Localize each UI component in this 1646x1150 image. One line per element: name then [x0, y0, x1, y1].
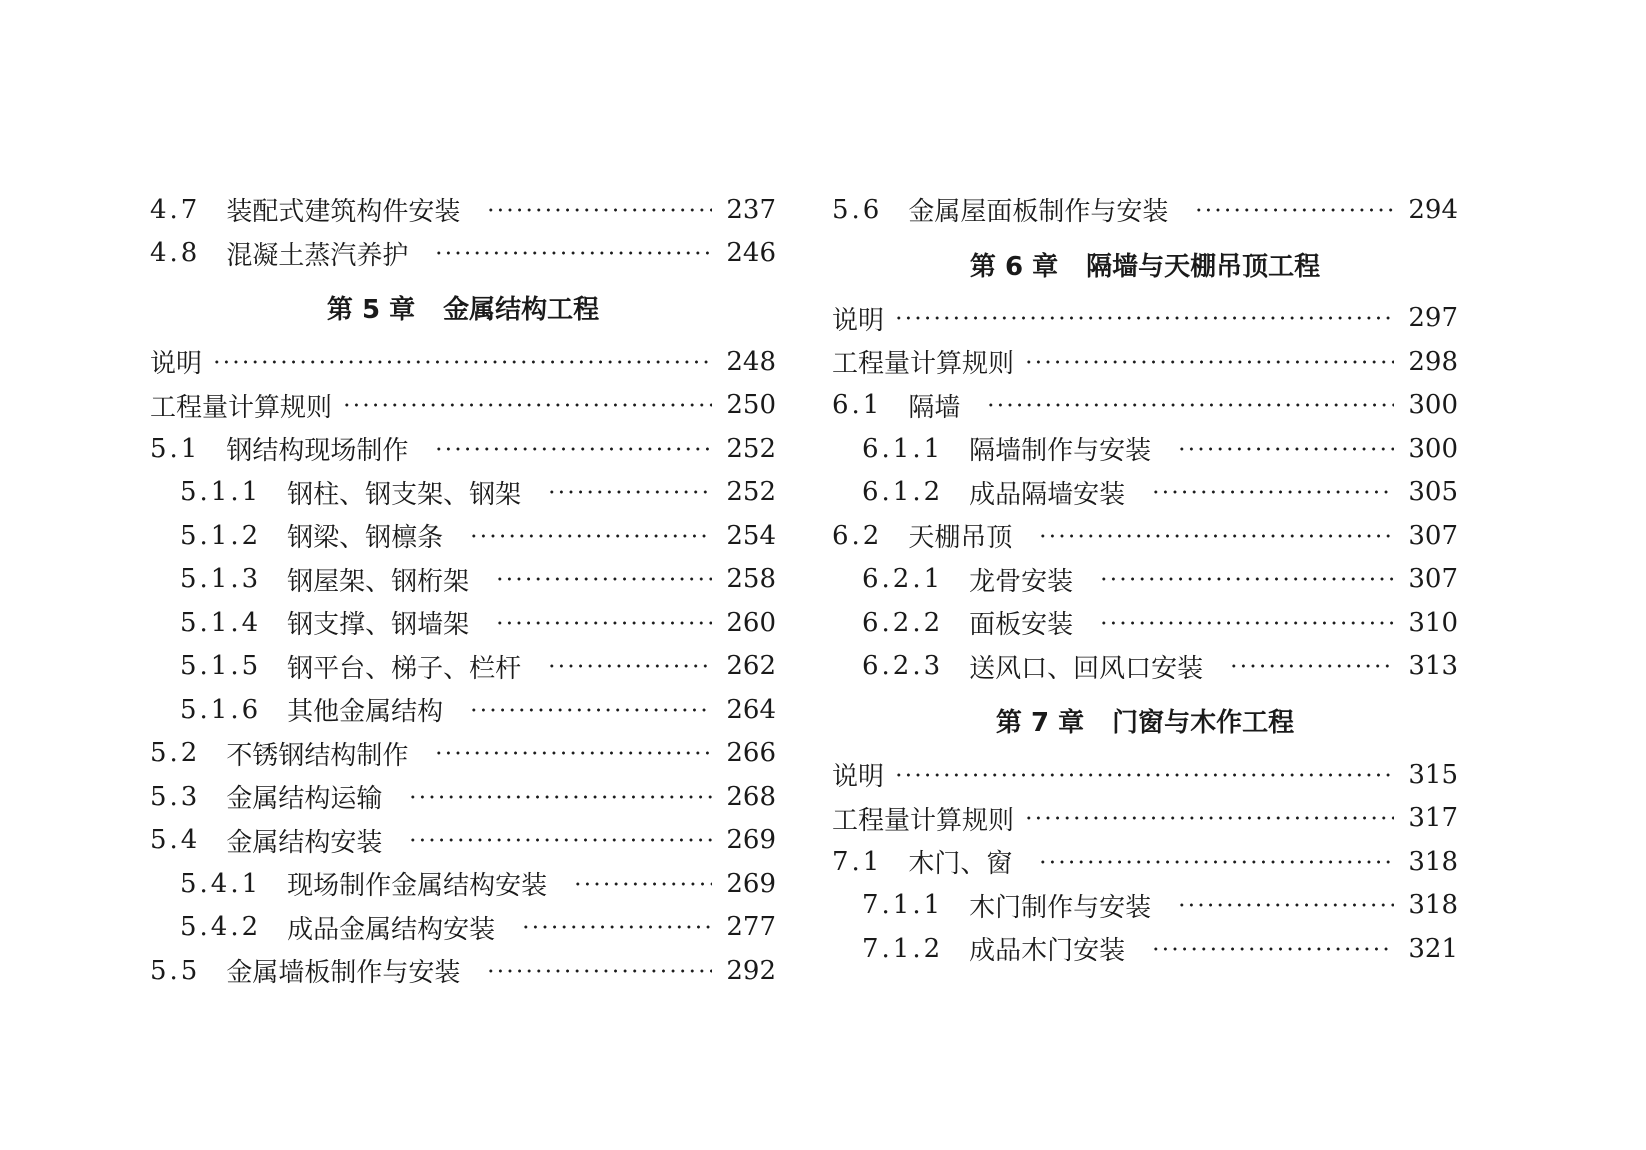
entry-title: 钢梁、钢檩条 — [287, 523, 444, 554]
toc-group — [832, 297, 1458, 689]
chapter-number: 第 7 章 — [995, 708, 1085, 738]
entry-title: 金属结构运输 — [226, 784, 383, 815]
dot-leader — [495, 621, 712, 625]
entry-number: 6.2.1 — [862, 564, 944, 595]
toc-group — [832, 753, 1458, 971]
entry-title: 其他金属结构 — [287, 697, 444, 728]
toc-entry — [150, 862, 776, 906]
toc-entry — [150, 514, 776, 558]
toc-entry — [150, 601, 776, 645]
dot-leader — [547, 490, 712, 494]
dot-leader — [434, 251, 712, 255]
entry-title: 金属墙板制作与安装 — [226, 958, 461, 989]
page-number: 258 — [726, 564, 776, 595]
toc-entry — [150, 232, 776, 276]
entry-title: 面板安装 — [969, 610, 1074, 641]
entry-title: 工程量计算规则 — [832, 805, 1015, 836]
chapter-number: 第 6 章 — [969, 251, 1059, 282]
entry-number: 5.1.3 — [180, 564, 262, 595]
dot-leader — [342, 403, 712, 407]
toc-entry — [832, 645, 1458, 689]
entry-title: 装配式建筑构件安装 — [226, 197, 461, 228]
dot-leader — [469, 708, 712, 712]
page-number: 266 — [726, 738, 776, 769]
toc-entry — [150, 775, 776, 819]
dot-leader — [894, 316, 1394, 320]
dot-leader — [1194, 208, 1394, 212]
entry-number: 5.4.1 — [180, 868, 262, 899]
page-number: 318 — [1408, 846, 1458, 877]
page-number: 292 — [726, 955, 776, 986]
toc-entry — [832, 797, 1458, 841]
dot-leader — [408, 838, 712, 842]
toc-entry — [832, 558, 1458, 602]
dot-leader — [1151, 490, 1394, 494]
entry-number: 6.2.3 — [862, 651, 944, 682]
entry-number: 5.1.1 — [180, 477, 262, 508]
toc-entry — [150, 688, 776, 732]
entry-number: 6.1 — [832, 390, 883, 421]
entry-number: 5.1 — [150, 433, 201, 464]
entry-title: 说明 — [150, 349, 203, 380]
page-number: 269 — [726, 868, 776, 899]
toc-entry — [832, 927, 1458, 971]
page-number: 268 — [726, 781, 776, 812]
page-number: 254 — [726, 520, 776, 551]
page-number: 305 — [1408, 477, 1458, 508]
dot-leader — [212, 360, 712, 364]
dot-leader — [1177, 447, 1394, 451]
page-number: 318 — [1408, 890, 1458, 921]
page-number: 248 — [726, 346, 776, 377]
dot-leader — [486, 969, 712, 973]
entry-number: 5.1.4 — [180, 607, 262, 638]
dot-leader — [1229, 664, 1394, 668]
toc-entry — [832, 514, 1458, 558]
toc-entry — [150, 645, 776, 689]
entry-title: 工程量计算规则 — [150, 392, 333, 423]
entry-number: 4.7 — [150, 194, 201, 225]
dot-leader — [1024, 360, 1394, 364]
toc-entry — [150, 558, 776, 602]
page-number: 317 — [1408, 803, 1458, 834]
entry-number: 7.1.1 — [862, 890, 944, 921]
page-number: 252 — [726, 433, 776, 464]
entry-number: 7.1.2 — [862, 933, 944, 964]
toc-entry — [832, 753, 1458, 797]
toc-entry — [150, 732, 776, 776]
dot-leader — [986, 403, 1394, 407]
dot-leader — [1099, 621, 1394, 625]
page-number: 310 — [1408, 607, 1458, 638]
dot-leader — [1177, 903, 1394, 907]
toc-entry — [150, 819, 776, 863]
entry-title: 金属结构安装 — [226, 827, 383, 858]
dot-leader — [1038, 534, 1394, 538]
toc-group — [832, 188, 1458, 232]
dot-leader — [495, 577, 712, 581]
entry-title: 现场制作金属结构安装 — [287, 871, 548, 902]
dot-leader — [434, 751, 712, 755]
toc-left-column — [150, 188, 776, 993]
entry-title: 工程量计算规则 — [832, 349, 1015, 380]
dot-leader — [1099, 577, 1394, 581]
entry-title: 钢柱、钢支架、钢架 — [287, 479, 522, 510]
entry-number: 5.3 — [150, 781, 201, 812]
entry-title: 成品隔墙安装 — [969, 479, 1126, 510]
entry-title: 隔墙制作与安装 — [969, 436, 1152, 467]
page-number: 294 — [1408, 194, 1458, 225]
toc-entry — [150, 340, 776, 384]
entry-title: 木门、窗 — [908, 849, 1013, 880]
entry-title: 混凝土蒸汽养护 — [226, 240, 409, 271]
entry-title: 钢支撑、钢墙架 — [287, 610, 470, 641]
chapter-heading — [832, 232, 1458, 297]
page-number: 250 — [726, 390, 776, 421]
entry-number: 5.4 — [150, 825, 201, 856]
page-number: 307 — [1408, 564, 1458, 595]
dot-leader — [573, 882, 712, 886]
chapter-title: 金属结构工程 — [443, 295, 600, 325]
entry-title: 龙骨安装 — [969, 566, 1074, 597]
entry-title: 说明 — [832, 762, 885, 793]
chapter-heading — [832, 688, 1458, 753]
entry-number: 5.2 — [150, 738, 201, 769]
toc-entry — [832, 840, 1458, 884]
dot-leader — [1151, 947, 1394, 951]
page-number: 307 — [1408, 520, 1458, 551]
dot-leader — [521, 925, 712, 929]
entry-number: 6.1.2 — [862, 477, 944, 508]
dot-leader — [434, 447, 712, 451]
dot-leader — [1038, 860, 1394, 864]
entry-number: 5.1.6 — [180, 694, 262, 725]
entry-title: 钢结构现场制作 — [226, 436, 409, 467]
chapter-title: 隔墙与天棚吊顶工程 — [1086, 251, 1321, 282]
entry-number: 5.5 — [150, 955, 201, 986]
entry-title: 钢屋架、钢桁架 — [287, 566, 470, 597]
toc-entry — [832, 884, 1458, 928]
chapter-number: 第 5 章 — [326, 295, 416, 325]
toc-entry — [150, 471, 776, 515]
dot-leader — [1024, 816, 1394, 820]
entry-number: 5.1.5 — [180, 651, 262, 682]
toc-group — [150, 188, 776, 275]
toc-entry — [832, 601, 1458, 645]
entry-title: 金属屋面板制作与安装 — [908, 197, 1169, 228]
page-number: 300 — [1408, 390, 1458, 421]
toc-entry — [832, 340, 1458, 384]
page-number: 269 — [726, 825, 776, 856]
toc-entry — [832, 384, 1458, 428]
page-number: 237 — [726, 194, 776, 225]
page-number: 264 — [726, 694, 776, 725]
dot-leader — [547, 664, 712, 668]
toc-entry — [832, 297, 1458, 341]
entry-number: 6.2 — [832, 520, 883, 551]
entry-title: 木门制作与安装 — [969, 892, 1152, 923]
chapter-title: 门窗与木作工程 — [1112, 708, 1295, 738]
toc-group — [150, 340, 776, 993]
dot-leader — [469, 534, 712, 538]
toc-entry — [150, 906, 776, 950]
toc-entry — [150, 427, 776, 471]
toc-entry — [150, 188, 776, 232]
dot-leader — [486, 208, 712, 212]
entry-number: 6.2.2 — [862, 607, 944, 638]
toc-entry — [150, 384, 776, 428]
entry-title: 天棚吊顶 — [908, 523, 1013, 554]
entry-number: 6.1.1 — [862, 433, 944, 464]
entry-title: 送风口、回风口安装 — [969, 653, 1204, 684]
entry-number: 7.1 — [832, 846, 883, 877]
page-number: 315 — [1408, 759, 1458, 790]
chapter-heading — [150, 275, 776, 340]
page-number: 321 — [1408, 933, 1458, 964]
entry-title: 说明 — [832, 305, 885, 336]
page-number: 260 — [726, 607, 776, 638]
page-number: 297 — [1408, 303, 1458, 334]
entry-title: 成品金属结构安装 — [287, 914, 496, 945]
toc-entry — [150, 949, 776, 993]
entry-title: 钢平台、梯子、栏杆 — [287, 653, 522, 684]
page-number: 252 — [726, 477, 776, 508]
entry-title: 隔墙 — [908, 392, 961, 423]
dot-leader — [894, 773, 1394, 777]
dot-leader — [408, 795, 712, 799]
toc-right-column — [832, 188, 1458, 971]
page-number: 246 — [726, 238, 776, 269]
page-number: 313 — [1408, 651, 1458, 682]
page-number: 300 — [1408, 433, 1458, 464]
toc-entry — [832, 427, 1458, 471]
entry-number: 5.4.2 — [180, 912, 262, 943]
entry-number: 5.1.2 — [180, 520, 262, 551]
entry-title: 成品木门安装 — [969, 936, 1126, 967]
toc-entry — [832, 188, 1458, 232]
page-number: 262 — [726, 651, 776, 682]
entry-number: 4.8 — [150, 238, 201, 269]
page-number: 298 — [1408, 346, 1458, 377]
toc-entry — [832, 471, 1458, 515]
page-number: 277 — [726, 912, 776, 943]
entry-number: 5.6 — [832, 194, 883, 225]
entry-title: 不锈钢结构制作 — [226, 740, 409, 771]
